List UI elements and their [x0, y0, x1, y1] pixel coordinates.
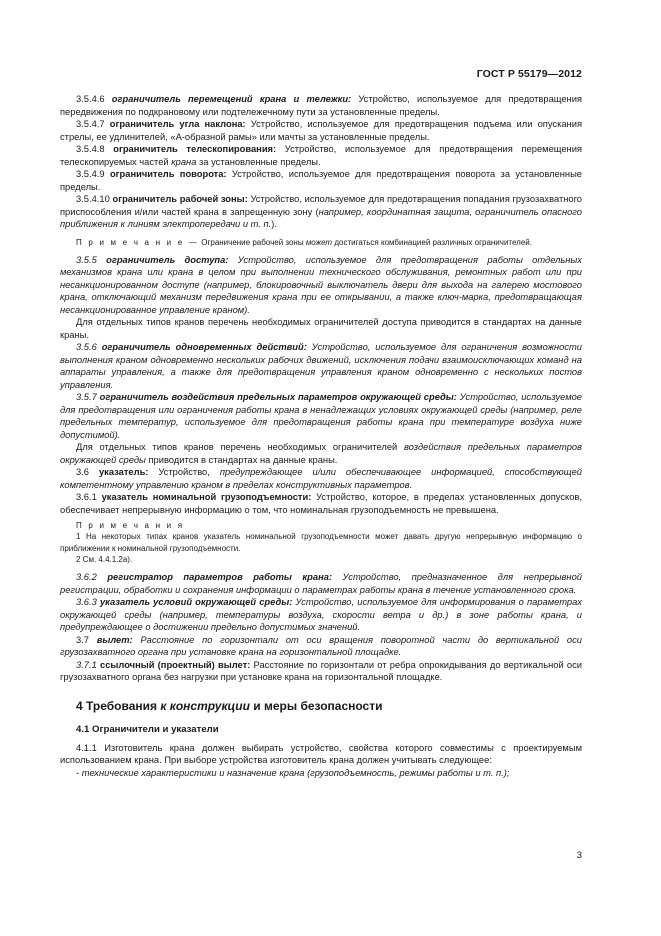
clause-3-6-2: 3.6.2 регистратор параметров работы крана: Устройство, предназначенное для непрерывной регистрации, обработки и сохранения информации о параметрах работы крана в течение установленного срока. [60, 572, 582, 595]
clause-3-5-4-9: 3.5.4.9 ограничитель поворота: Устройство, используемое для предотвращения поворота за установленные пределы. [60, 169, 582, 192]
note-2: 2 См. 4.4.1.2а). [76, 554, 133, 564]
clause-3-6-1: 3.6.1 указатель номинальной грузоподъемности: Устройство, которое, в пределах установленных допусков, обеспечивает непрерывную информацию о том, что номинальная грузоподъемность не превышена. [60, 492, 582, 515]
subsection-4-1-heading: 4.1 Ограничители и указатели [76, 724, 219, 736]
term: ограничитель одновременных действий: [101, 342, 307, 353]
term: ограничитель поворота: [109, 169, 227, 179]
clause-3-5-4-6: 3.5.4.6 ограничитель перемещений крана и тележки: Устройство, используемое для предотвращения передвижения по подкрановому или подтележечному пути за установленные пределы. [60, 94, 582, 117]
clause-3-5-7-paragraph: Для отдельных типов кранов перечень необходимых ограничителей воздействия предельных параметров окружающей среды приводится в стандартах на данные краны. [60, 442, 582, 465]
term: вылет: [96, 634, 133, 645]
clause-3-5-4-8: 3.5.4.8 ограничитель телескопирования: Устройство, используемое для предотвращения перемещения телескопируемых частей крана за установленные пределы. [60, 144, 582, 167]
document-body [60, 93, 582, 779]
section-4-heading: 4 Требования к конструкции и меры безопасности [76, 698, 383, 713]
clause-3-7: 3.7 вылет: Расстояние по горизонтали от оси вращения поворотной части до вертикальной оси грузозахватного органа при установке крана на горизонтальной площадке. [60, 634, 582, 658]
term: ограничитель перемещений крана и тележки: [111, 94, 352, 104]
term: указатель условий окружающей среды: [99, 597, 293, 608]
term: ограничитель телескопирования: [113, 144, 277, 154]
term: указатель номинальной грузоподъемности: [101, 492, 312, 503]
term: ссылочный (проектный) вылет: [100, 659, 251, 670]
clause-3-6-3: 3.6.3 указатель условий окружающей среды: Устройство, используемое для информирования о параметрах окружающей среды (например, температуры воздуха, скорости ветра и др.) в зоне работы крана, и предупреждающее о достижении предельно допустимых значений. [60, 597, 582, 633]
term: ограничитель угла наклона: [109, 119, 246, 129]
document-code: ГОСТ Р 55179—2012 [476, 68, 582, 80]
clause-3-5-4-7: 3.5.4.7 ограничитель угла наклона: Устройство, используемое для предотвращения подъема или опускания стрелы, ее удлинителей, «А-образной рамы» или мачты за установленные пределы. [60, 119, 582, 142]
term: регистратор параметров работы крана: [107, 572, 333, 583]
clause-4-1-1: 4.1.1 Изготовитель крана должен выбирать устройство, свойства которого совместимы с проектируемым использованием крана. При выборе устройства изготовитель крана должен учитывать следующее: [60, 742, 582, 766]
list-item: - технические характеристики и назначение крана (грузоподъемность, режимы работы и т. п.); [76, 767, 510, 778]
clause-3-5-6: 3.5.6 ограничитель одновременных действий: Устройство, используемое для ограничения возможности выполнения краном одновременно нескольких рабочих движений, исключения подачи взаимоисключающих команд на аппараты управления, а также для предотвращения управления краном одновременно с нескольких постов управления. [60, 342, 582, 390]
clause-3-5-4-10: 3.5.4.10 ограничитель рабочей зоны: Устройство, используемое для предотвращения попадания грузозахватного приспособления и/или частей крана в запрещенную зону (например, координатная защита, ограничитель опасного приближения к линиям электропередачи и т. п.). [60, 194, 582, 229]
notes-label: П р и м е ч а н и я [76, 521, 185, 531]
term: ограничитель воздействия предельных параметров окружающей среды: [99, 392, 457, 403]
clause-3-5-5: 3.5.5 ограничитель доступа: Устройство, используемое для предотвращения работы отдельных механизмов крана или крана в целом при выполнении технического обслуживания, ремонтных работ или при несанкционированном доступе (например, блокировочный выключатель двери для выхода на галерею мостового крана, отключающий механизм передвижения крана при ее открывании, а также ключ-марка, предотвращающая несанкционированное управление краном). [60, 254, 582, 315]
clause-3-5-5-paragraph: Для отдельных типов кранов перечень необходимых ограничителей доступа приводится в стандартах на данные краны. [60, 317, 582, 340]
term: ограничитель доступа: [106, 254, 229, 265]
page-number: 3 [576, 850, 582, 861]
note-1: 1 На некоторых типах кранов указатель номинальной грузоподъемности может давать другую непрерывную информацию о приближении к номинальной грузоподъемности. [60, 532, 582, 553]
clause-3-6: 3.6 указатель: Устройство, предупреждающее и/или обеспечивающее информацией, способствующей компетентному управлению краном в пределах конструктивных параметров. [60, 467, 582, 490]
clause-3-7-1: 3.7.1 ссылочный (проектный) вылет: Расстояние по горизонтали от ребра опрокидывания до вертикальной оси грузозахватного органа без нагрузки при установке крана на горизонтальной площадке. [60, 659, 582, 683]
term: указатель: [98, 467, 149, 478]
clause-3-5-7: 3.5.7 ограничитель воздействия предельных параметров окружающей среды: Устройство, используемое для предотвращения или ограничения работы крана в ненадлежащих условиях окружающей среды (например, реле предельных температур, используемое для предотвращения работы крана при температуре воздуха ниже допустимой). [60, 392, 583, 440]
term: ограничитель рабочей зоны: [112, 194, 248, 204]
note-working-zone: П р и м е ч а н и е — Ограничение рабочей зоны может достигаться комбинацией различных ограничителей. [76, 237, 532, 247]
